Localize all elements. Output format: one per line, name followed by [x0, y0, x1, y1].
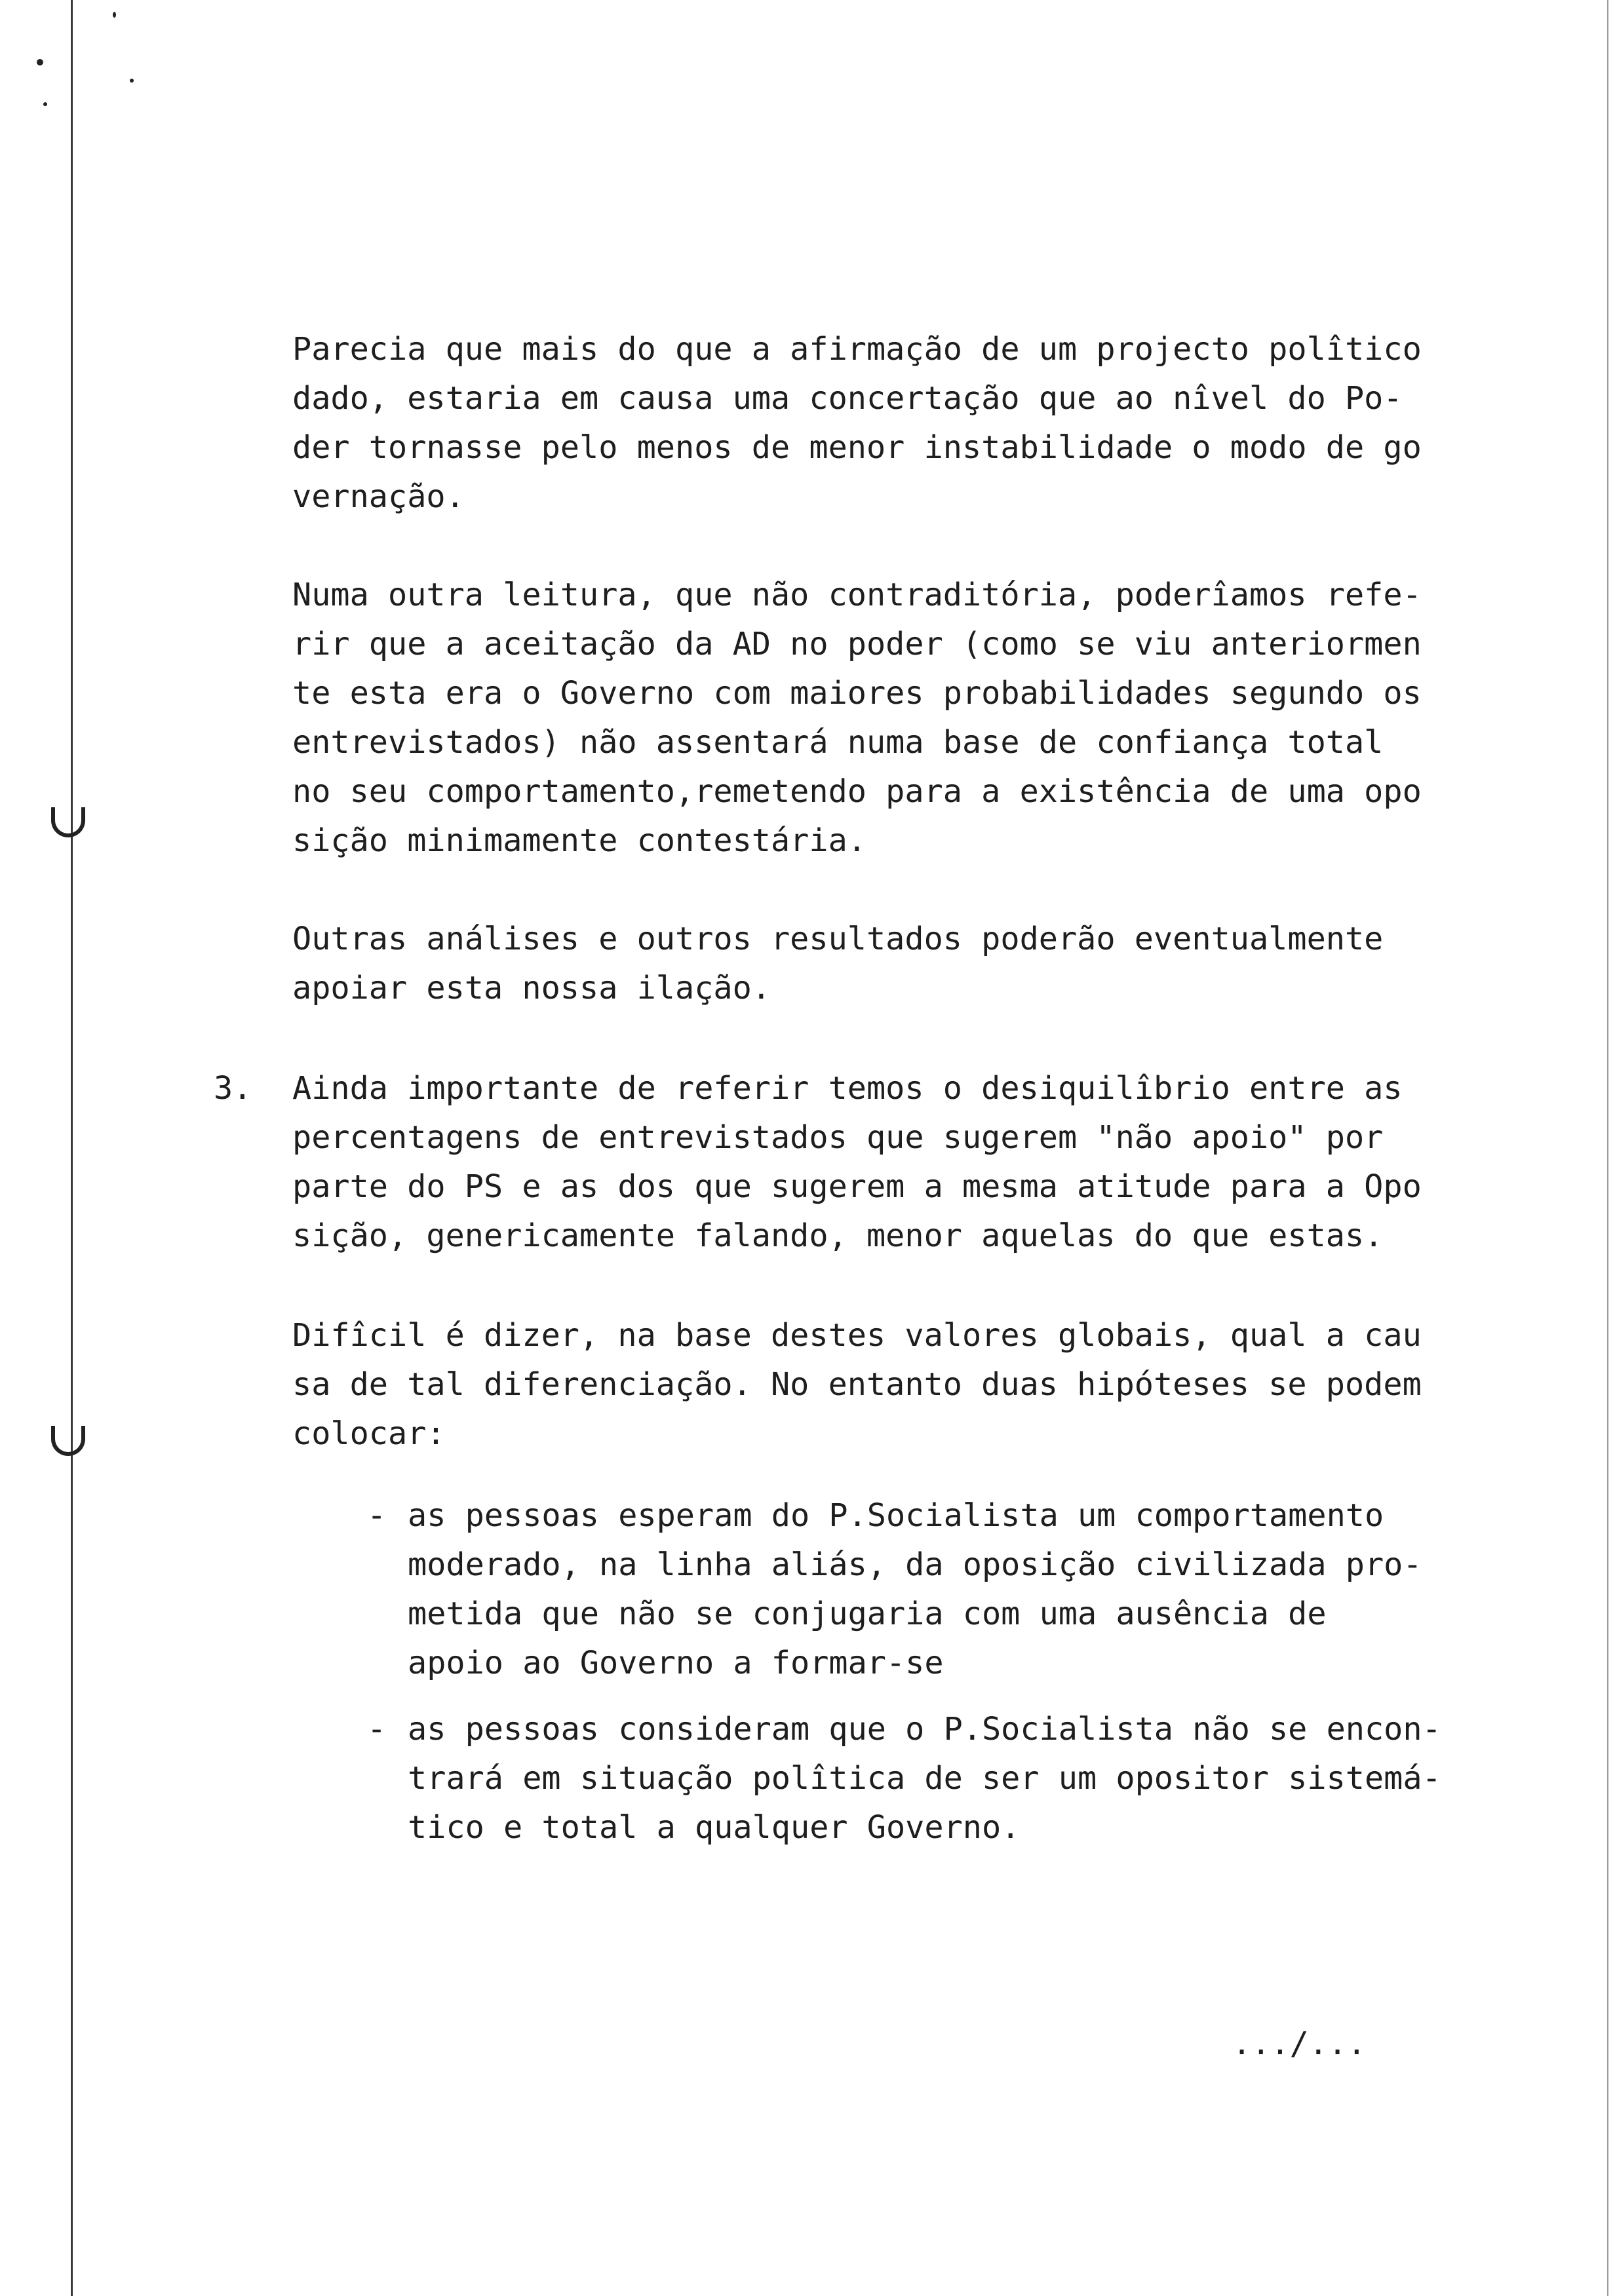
item-number: 3.	[214, 1070, 252, 1107]
continuation-marker: .../...	[1232, 2025, 1367, 2062]
scan-speck	[130, 79, 134, 83]
text-line: parte do PS e as dos que sugerem a mesma atitude para a Opo	[292, 1168, 1422, 1205]
text-line: entrevistados) não assentará numa base de confiança total	[292, 724, 1384, 761]
text-line: vernação.	[292, 478, 465, 515]
text-line: apoiar esta nossa ilação.	[292, 970, 771, 1006]
text-line: Outras análises e outros resultados poderão eventualmente	[292, 921, 1384, 957]
text-line: percentagens de entrevistados que sugerem "não apoio" por	[292, 1119, 1384, 1156]
text-line: trará em situação polîtica de ser um opositor sistemá-	[408, 1760, 1441, 1797]
text-line: apoio ao Governo a formar-se	[408, 1645, 944, 1681]
text-line: as pessoas esperam do P.Socialista um comportamento	[408, 1497, 1384, 1534]
scan-speck	[43, 102, 47, 106]
text-line: Ainda importante de referir temos o desiquilîbrio entre as	[292, 1070, 1403, 1107]
text-line: dado, estaria em causa uma concertação que ao nîvel do Po-	[292, 380, 1403, 417]
binding-edge-line	[71, 0, 73, 2296]
text-line: Difîcil é dizer, na base destes valores globais, qual a cau	[292, 1317, 1422, 1354]
binder-hole-mark	[51, 1426, 85, 1456]
text-line: der tornasse pelo menos de menor instabilidade o modo de go	[292, 429, 1422, 466]
text-line: sição, genericamente falando, menor aquelas do que estas.	[292, 1217, 1384, 1254]
binder-hole-mark	[51, 807, 85, 837]
text-line: Parecia que mais do que a afirmação de um projecto polîtico	[292, 331, 1422, 368]
scan-speck	[37, 59, 43, 66]
text-line: rir que a aceitação da AD no poder (como se viu anteriormen	[292, 626, 1422, 662]
text-line: moderado, na linha aliás, da oposição civilizada pro-	[408, 1546, 1422, 1583]
bullet-marker: -	[367, 1497, 387, 1534]
scan-speck	[113, 12, 116, 18]
bullet-marker: -	[367, 1711, 387, 1748]
text-line: Numa outra leitura, que não contraditória, poderîamos refe-	[292, 577, 1422, 613]
text-line: sição minimamente contestária.	[292, 822, 866, 859]
text-line: metida que não se conjugaria com uma ausência de	[408, 1596, 1327, 1632]
text-line: no seu comportamento,remetendo para a existência de uma opo	[292, 773, 1422, 810]
text-line: colocar:	[292, 1415, 446, 1452]
text-line: as pessoas consideram que o P.Socialista não se encon-	[408, 1711, 1441, 1748]
text-line: te esta era o Governo com maiores probabilidades segundo os	[292, 675, 1422, 712]
right-page-edge	[1607, 0, 1608, 2296]
text-line: tico e total a qualquer Governo.	[408, 1809, 1021, 1846]
text-line: sa de tal diferenciação. No entanto duas hipóteses se podem	[292, 1366, 1422, 1403]
